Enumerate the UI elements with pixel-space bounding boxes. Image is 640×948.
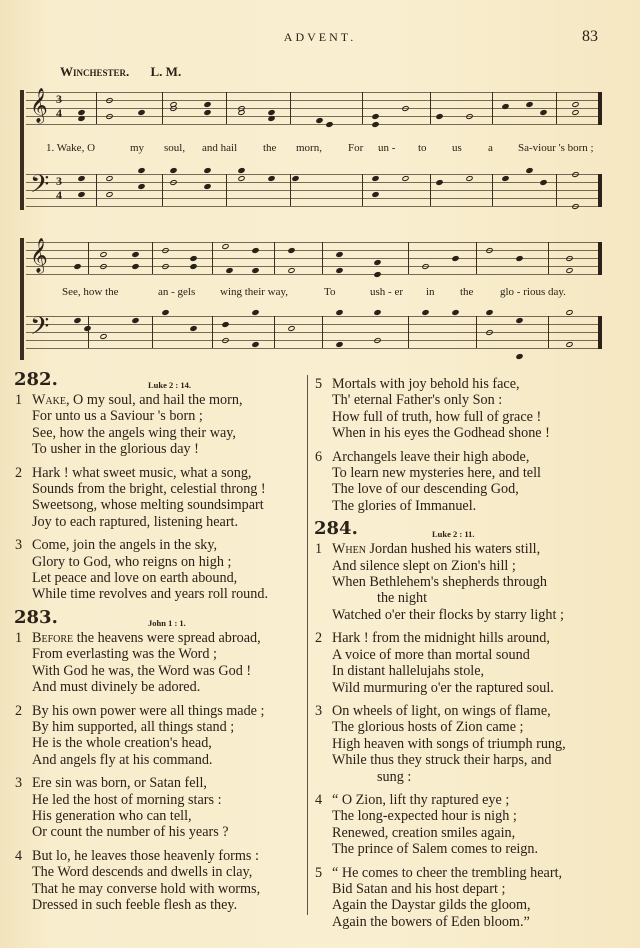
system-brace (20, 238, 24, 360)
stanza-284-2: 2 Hark ! from the midnight hills around, A voice of more than mortal sound In distant hallelujahs stole, Wild murmuring o'er the raptured soul. (315, 630, 554, 696)
bass-staff (26, 170, 602, 206)
stanza-283-2: 2 By his own power were all things made ; By him supported, all things stand ; He is the whole creation's head, And angels fly at his command. (15, 702, 265, 768)
stanza-284-1: 1 When Jordan hushed his waters still, And silence slept on Zion's hill ; When Bethlehem's shepherds through the night Watched o'er their flocks by starry light ; (315, 541, 564, 623)
music-system-2: 𝄞 See, how the an - gels wing their way, To ush - er in the glo - rious day. 𝄢 (20, 238, 602, 360)
tune-name: Winchester. (60, 64, 130, 79)
scripture-reference: Luke 2 : 11. (432, 529, 475, 540)
treble-staff (26, 88, 602, 124)
stanza-284-3: 3 On wheels of light, on wings of flame, The glorious hosts of Zion came ; High heaven with songs of triumph rung, While thus they struck their harps, and sung : (315, 702, 566, 785)
tune-title (60, 64, 181, 80)
system-brace (20, 90, 24, 210)
scripture-reference: Luke 2 : 14. (148, 380, 191, 390)
hymn-number: 282. (14, 369, 58, 390)
treble-staff (26, 238, 602, 274)
text-column-left (14, 369, 304, 920)
column-divider (307, 375, 308, 915)
time-signature: 3 4 (56, 174, 62, 202)
hymn-number: 283. (14, 606, 58, 628)
stanza-283-3: 3 Ere sin was born, or Satan fell, He led the host of morning stars : His generation who can tell, Or count the number of his years ? (15, 775, 229, 841)
stanza-283-5: 5 Mortals with joy behold his face, Th' eternal Father's only Son : How full of truth, how full of grace ! When in his eyes the Godhead shone ! (315, 376, 550, 442)
stanza-283-4: 4 But lo, he leaves those heavenly forms : The Word descends and dwells in clay, That he may converse hold with worms, Dressed in such feeble flesh as they. (15, 847, 261, 913)
stanza-283-1: 1 Before the heavens were spread abroad, From everlasting was the Word ; With God he was, the Word was God ! And must divinely be adored. (15, 629, 261, 696)
stanza-282-3: 3 Come, join the angels in the sky, Glory to God, who reigns on high ; Let peace and love on earth abound, While time revolves and years roll round. (15, 537, 268, 603)
bass-staff (26, 312, 602, 348)
tune-meter: L. M. (150, 64, 182, 79)
music-system-1: 𝄞 3 4 1. Wake, O my soul, and hail the morn, For un - to us a Sa-viour 's born ; 𝄢 3 4 (20, 90, 602, 210)
treble-clef-icon: 𝄞 (30, 88, 48, 123)
hymn-header-283 (14, 606, 304, 630)
stanza-284-5: 5 “ He comes to cheer the trembling heart, Bid Satan and his host depart ; Again the Daystar gilds the gloom, Again the bowers of Eden bloom.” (315, 864, 563, 930)
page-number: 83 (582, 28, 598, 45)
hymn-header-284 (314, 518, 632, 541)
running-title: ADVENT. (283, 30, 357, 44)
hymn-header-282 (14, 369, 304, 392)
stanza-282-2: 2 Hark ! what sweet music, what a song, Sounds from the bright, celestial throng ! Sweetsong, whose melting soundsimpart Joy to each raptured, listening heart. (15, 464, 266, 530)
text-column-right (314, 376, 632, 937)
treble-clef-icon: 𝄞 (30, 238, 48, 273)
scripture-reference: John 1 : 1. (148, 617, 186, 628)
stanza-282-1: 1 Wake, O my soul, and hail the morn, For unto us a Saviour 's born ; See, how the angels wing their way, To usher in the glorious day ! (15, 392, 243, 458)
bass-clef-icon: 𝄢 (30, 170, 50, 205)
stanza-283-6: 6 Archangels leave their high abode, To learn new mysteries here, and tell The love of our descending God, The glories of Immanuel. (315, 448, 541, 514)
hymn-number: 284. (314, 518, 358, 540)
bass-clef-icon: 𝄢 (30, 312, 50, 347)
time-signature: 3 4 (56, 92, 62, 120)
stanza-284-4: 4 “ O Zion, lift thy raptured eye ; The long-expected hour is nigh ; Renewed, creation smiles again, The prince of Salem comes to reign. (315, 791, 539, 858)
